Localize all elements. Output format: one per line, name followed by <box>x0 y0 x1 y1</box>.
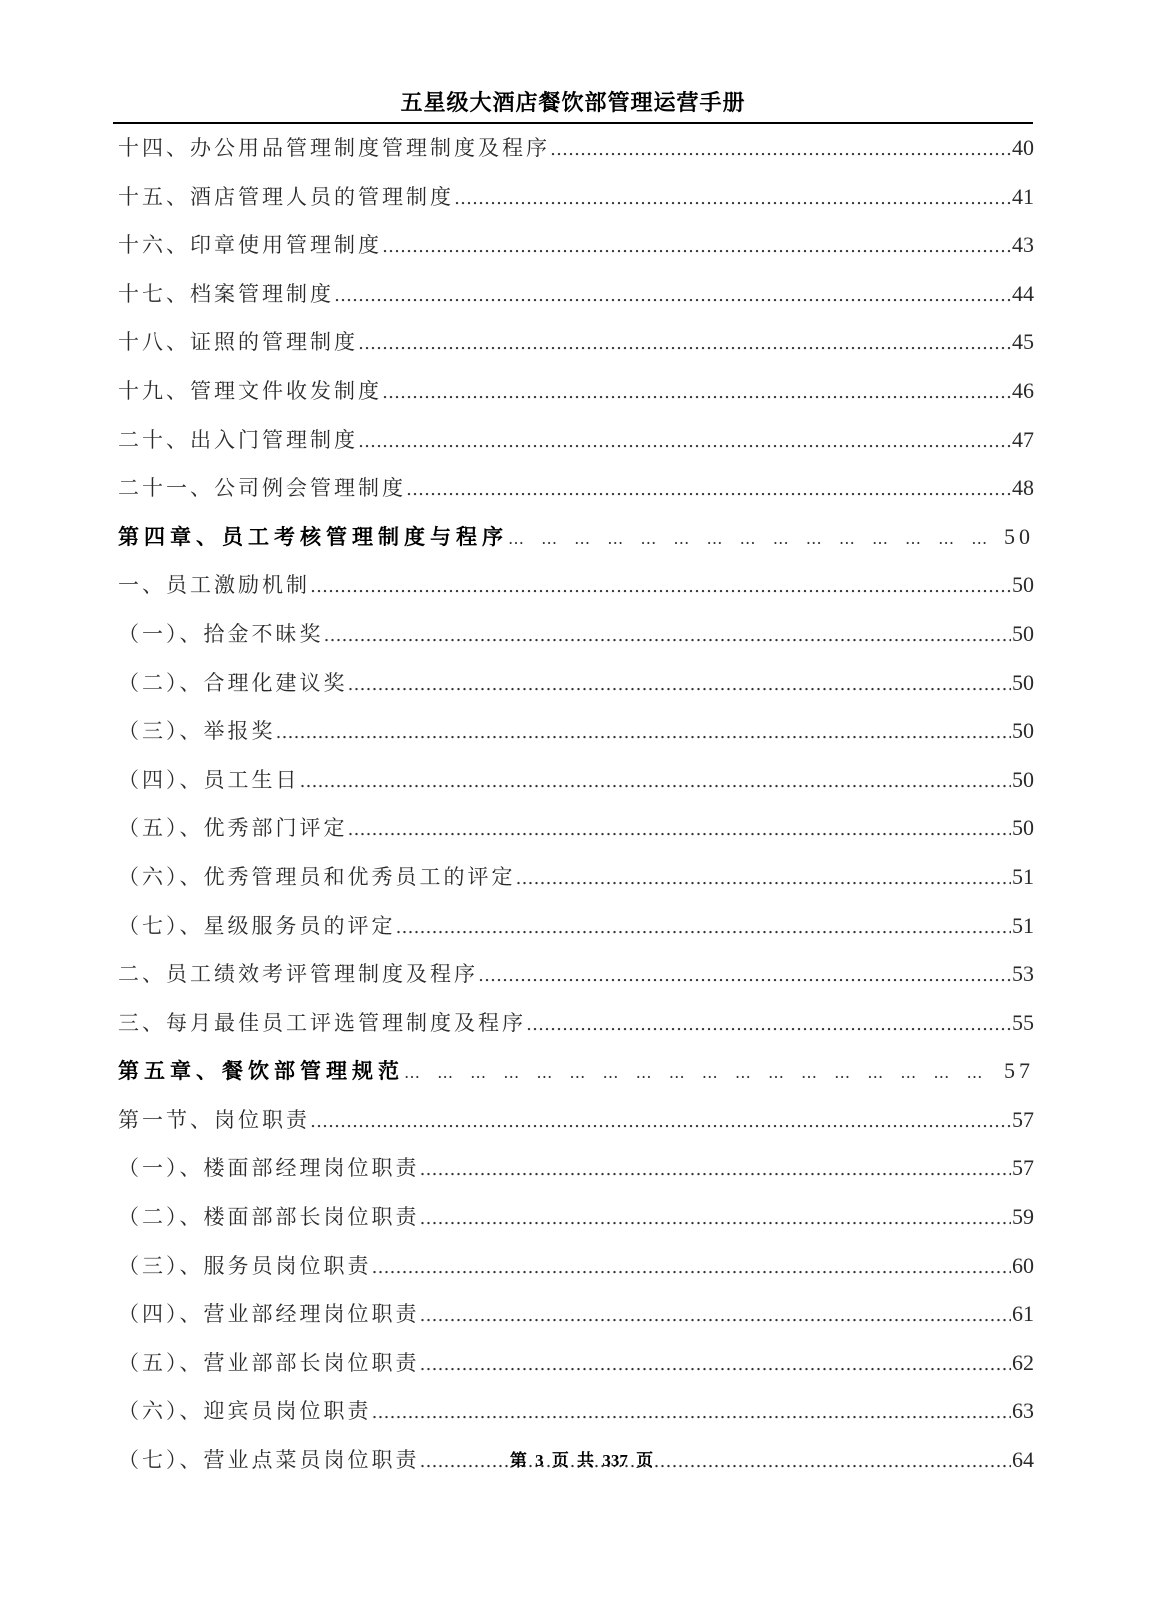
toc-entry-label: （七）、星级服务员的评定 <box>118 913 396 938</box>
toc-entry[interactable] <box>118 1096 1034 1145</box>
table-of-contents <box>118 124 1034 1485</box>
toc-page-number: 40 <box>1012 135 1034 160</box>
toc-entry-label: 十八、证照的管理制度 <box>118 330 358 355</box>
toc-entry[interactable] <box>118 270 1034 319</box>
toc-entry[interactable] <box>118 318 1034 367</box>
toc-leader-dots <box>348 806 1012 855</box>
toc-page-number: 59 <box>1012 1204 1034 1230</box>
toc-page-number: 47 <box>1012 426 1034 452</box>
toc-page-number: 45 <box>1012 329 1034 355</box>
toc-entry[interactable] <box>118 610 1034 659</box>
toc-entry-label: 一、员工激励机制 <box>118 573 310 598</box>
toc-page-number: 61 <box>1012 1301 1034 1327</box>
toc-leader-dots <box>358 320 1011 369</box>
toc-entry-label: 二十、出入门管理制度 <box>118 427 358 452</box>
page-header <box>113 88 1033 124</box>
toc-entry-label: （六）、迎宾员岗位职责 <box>118 1399 372 1424</box>
toc-leader-dots <box>420 1341 1012 1390</box>
toc-leader-dots <box>310 1098 1011 1147</box>
toc-entry-label: 第一节、岗位职责 <box>118 1107 310 1132</box>
toc-page-number: 50 <box>1012 572 1034 598</box>
toc-leader-dots <box>372 1244 1012 1293</box>
toc-leader-dots <box>372 1389 1012 1438</box>
toc-page-number: 57 <box>1012 1106 1034 1132</box>
toc-entry-label: 第四章、员工考核管理制度与程序 <box>118 523 508 549</box>
toc-entry-label: 三、每月最佳员工评选管理制度及程序 <box>118 1010 526 1035</box>
toc-leader-dots <box>420 1292 1012 1341</box>
toc-entry-label: 十四、办公用品管理制度管理制度及程序 <box>118 136 550 160</box>
toc-leader-dots <box>550 126 1011 175</box>
toc-entry-label: （二）、合理化建议奖 <box>118 670 348 695</box>
toc-leader-dots <box>334 272 1011 321</box>
toc-page-number: 50 <box>1012 766 1034 792</box>
toc-leader-dots <box>382 223 1011 272</box>
toc-leader-dots <box>516 855 1012 904</box>
document-title: 五星级大酒店餐饮部管理运营手册 <box>400 90 746 116</box>
toc-entry[interactable] <box>118 804 1034 853</box>
toc-entry[interactable] <box>118 902 1034 951</box>
toc-entry-label: （三）、服务员岗位职责 <box>118 1253 372 1278</box>
toc-entry-label: （五）、优秀部门评定 <box>118 816 348 841</box>
toc-leader-dots <box>382 369 1011 418</box>
toc-entry[interactable] <box>118 1193 1034 1242</box>
toc-leader-dots <box>276 709 1012 758</box>
toc-entry-label: （二）、楼面部部长岗位职责 <box>118 1205 420 1230</box>
toc-leader-dots <box>406 466 1011 515</box>
toc-leader-dots <box>358 418 1011 467</box>
toc-leader-dots <box>420 1146 1012 1195</box>
toc-entry-label: （一）、拾金不昧奖 <box>118 621 324 646</box>
toc-entry-label: （四）、营业部经理岗位职责 <box>118 1302 420 1327</box>
toc-page-number: 64 <box>1012 1447 1034 1473</box>
toc-leader-dots <box>404 1049 1001 1098</box>
toc-entry[interactable] <box>118 659 1034 708</box>
toc-leader-dots <box>420 1195 1012 1244</box>
page-number-footer: 第 3 页 共 337 页 <box>509 1451 654 1470</box>
toc-leader-dots <box>526 1001 1011 1050</box>
toc-page-number: 62 <box>1012 1349 1034 1375</box>
toc-page-number: 53 <box>1012 961 1034 987</box>
toc-leader-dots <box>508 515 1001 564</box>
toc-entry-label: 二十一、公司例会管理制度 <box>118 476 406 501</box>
toc-page-number: 50 <box>1012 815 1034 841</box>
toc-entry[interactable] <box>118 1290 1034 1339</box>
toc-entry[interactable] <box>118 1144 1034 1193</box>
toc-page-number: 50 <box>1012 669 1034 695</box>
toc-page-number: 51 <box>1012 912 1034 938</box>
toc-entry-label: （一）、楼面部经理岗位职责 <box>118 1156 420 1181</box>
toc-page-number: 57 <box>1004 1058 1034 1084</box>
toc-entry-label: 十九、管理文件收发制度 <box>118 378 382 403</box>
toc-entry[interactable] <box>118 1339 1034 1388</box>
toc-entry-label: 十五、酒店管理人员的管理制度 <box>118 184 454 209</box>
toc-entry-label: 二、员工绩效考评管理制度及程序 <box>118 962 478 987</box>
toc-entry-label: （六）、优秀管理员和优秀员工的评定 <box>118 864 516 889</box>
toc-entry[interactable] <box>118 707 1034 756</box>
toc-page-number: 50 <box>1012 620 1034 646</box>
toc-entry[interactable] <box>118 853 1034 902</box>
toc-entry[interactable] <box>118 756 1034 805</box>
toc-page-number: 57 <box>1012 1155 1034 1181</box>
toc-page-number: 55 <box>1012 1009 1034 1035</box>
toc-entry[interactable] <box>118 561 1034 610</box>
toc-chapter-entry[interactable] <box>118 513 1034 562</box>
toc-entry[interactable] <box>118 464 1034 513</box>
toc-page-number: 60 <box>1012 1252 1034 1278</box>
toc-entry[interactable] <box>118 999 1034 1048</box>
toc-entry[interactable] <box>118 124 1034 173</box>
toc-entry-label: 第五章、餐饮部管理规范 <box>118 1058 404 1084</box>
toc-entry[interactable] <box>118 173 1034 222</box>
toc-page-number: 43 <box>1012 232 1034 258</box>
toc-entry-label: （七）、营业点菜员岗位职责 <box>118 1448 420 1473</box>
toc-page-number: 50 <box>1004 523 1034 549</box>
toc-entry-label: （四）、员工生日 <box>118 767 300 792</box>
toc-entry[interactable] <box>118 221 1034 270</box>
toc-entry[interactable] <box>118 1242 1034 1291</box>
toc-entry[interactable] <box>118 367 1034 416</box>
toc-page-number: 46 <box>1012 377 1034 403</box>
toc-entry[interactable] <box>118 416 1034 465</box>
toc-entry-label: 十七、档案管理制度 <box>118 281 334 306</box>
toc-leader-dots <box>348 661 1012 710</box>
toc-entry-label: （三）、举报奖 <box>118 719 276 744</box>
toc-page-number: 63 <box>1012 1398 1034 1424</box>
toc-leader-dots <box>300 758 1012 807</box>
toc-entry[interactable] <box>118 1387 1034 1436</box>
toc-page-number: 44 <box>1012 280 1034 306</box>
toc-page-number: 48 <box>1012 475 1034 501</box>
toc-leader-dots <box>324 612 1012 661</box>
toc-entry-label: 十六、印章使用管理制度 <box>118 233 382 258</box>
toc-leader-dots <box>310 563 1011 612</box>
toc-entry-label: （五）、营业部部长岗位职责 <box>118 1350 420 1375</box>
toc-entry[interactable] <box>118 950 1034 999</box>
toc-page-number: 50 <box>1012 718 1034 744</box>
toc-page-number: 41 <box>1012 183 1034 209</box>
toc-leader-dots <box>396 904 1012 953</box>
toc-leader-dots <box>478 952 1011 1001</box>
toc-leader-dots <box>454 175 1011 224</box>
toc-chapter-entry[interactable] <box>118 1047 1034 1096</box>
toc-page-number: 51 <box>1012 863 1034 889</box>
